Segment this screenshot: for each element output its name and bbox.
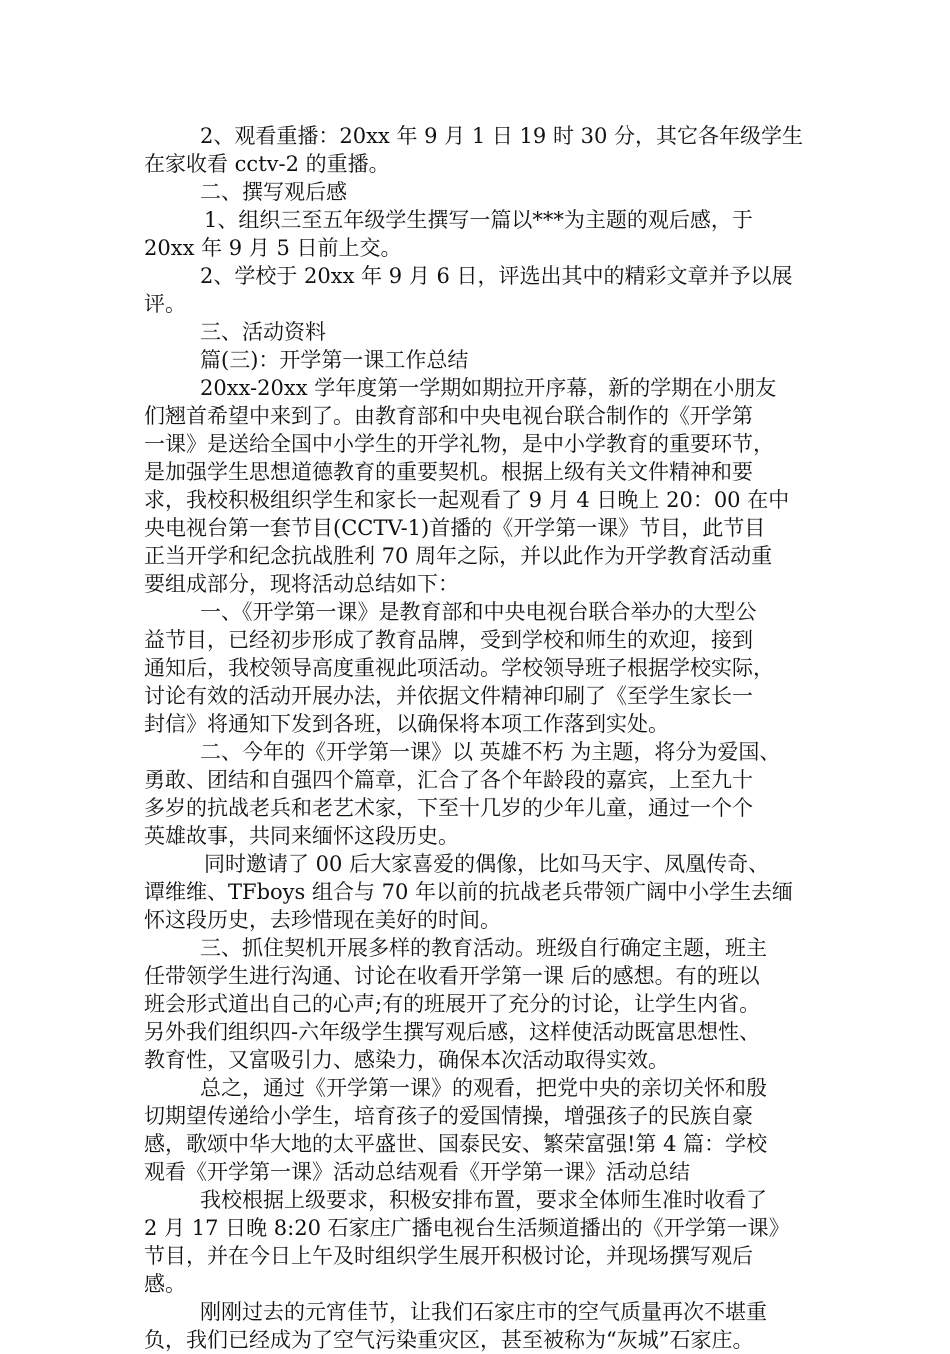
text-line: 通知后，我校领导高度重视此项活动。学校领导班子根据学校实际， [144,656,774,680]
text-line: 评。 [144,292,186,316]
text-line: 感，歌颂中华大地的太平盛世、国泰民安、繁荣富强!第 4 篇：学校 [144,1132,768,1156]
text-line: 20xx 年 9 月 5 日前上交。 [144,236,402,260]
text-line: 班会形式道出自己的心声;有的班展开了充分的讨论，让学生内省。 [144,992,761,1016]
text-line: 同时邀请了 00 后大家喜爱的偶像，比如马天宇、凤凰传奇、 [204,852,770,876]
text-line: 感。 [144,1272,186,1296]
text-line: 总之，通过《开学第一课》的观看，把党中央的亲切关怀和殷 [200,1076,767,1100]
text-line: 封信》将通知下发到各班，以确保将本项工作落到实处。 [144,712,669,736]
text-line: 益节目，已经初步形成了教育品牌，受到学校和师生的欢迎，接到 [144,628,753,652]
text-line: 任带领学生进行沟通、讨论在收看开学第一课 后的感想。有的班以 [144,964,760,988]
text-line: 2、学校于 20xx 年 9 月 6 日，评选出其中的精彩文章并予以展 [200,264,793,288]
text-line: 观看《开学第一课》活动总结观看《开学第一课》活动总结 [144,1160,690,1184]
text-line: 勇敢、团结和自强四个篇章，汇合了各个年龄段的嘉宾，上至九十 [144,768,753,792]
text-line: 切期望传递给小学生，培育孩子的爱国情操，增强孩子的民族自豪 [144,1104,753,1128]
text-line: 正当开学和纪念抗战胜利 70 周年之际，并以此作为开学教育活动重 [144,544,773,568]
text-line: 二、撰写观后感 [200,180,347,204]
text-line: 讨论有效的活动开展办法，并依据文件精神印刷了《至学生家长一 [144,684,753,708]
text-line: 篇(三)：开学第一课工作总结 [200,348,469,372]
text-line: 我校根据上级要求，积极安排布置，要求全体师生准时收看了 [200,1188,767,1212]
text-line: 节目，并在今日上午及时组织学生展开积极讨论，并现场撰写观后 [144,1244,753,1268]
text-line: 多岁的抗战老兵和老艺术家，下至十几岁的少年儿童，通过一个个 [144,796,753,820]
text-line: 一课》是送给全国中小学生的开学礼物，是中小学教育的重要环节， [144,432,774,456]
text-line: 2、观看重播：20xx 年 9 月 1 日 19 时 30 分，其它各年级学生 [200,124,804,148]
text-line: 二、今年的《开学第一课》以 英雄不朽 为主题，将分为爱国、 [200,740,781,764]
text-line: 是加强学生思想道德教育的重要契机。根据上级有关文件精神和要 [144,460,753,484]
text-line: 2 月 17 日晚 8:20 石家庄广播电视台生活频道播出的《开学第一课》 [144,1216,790,1240]
text-line: 英雄故事，共同来缅怀这段历史。 [144,824,459,848]
text-line: 求，我校积极组织学生和家长一起观看了 9 月 4 日晚上 20：00 在中 [144,488,790,512]
text-line: 20xx-20xx 学年度第一学期如期拉开序幕，新的学期在小朋友 [200,376,777,400]
text-line: 们翘首希望中来到了。由教育部和中央电视台联合制作的《开学第 [144,404,753,428]
text-line: 谭维维、TFboys 组合与 70 年以前的抗战老兵带领广阔中小学生去缅 [144,880,794,904]
text-line: 三、活动资料 [200,320,326,344]
text-line: 另外我们组织四-六年级学生撰写观后感，这样使活动既富思想性、 [144,1020,761,1044]
text-line: 教育性，又富吸引力、感染力，确保本次活动取得实效。 [144,1048,669,1072]
text-line: 一、《开学第一课》是教育部和中央电视台联合举办的大型公 [200,600,757,624]
text-line: 要组成部分，现将活动总结如下： [144,572,459,596]
text-line: 刚刚过去的元宵佳节，让我们石家庄市的空气质量再次不堪重 [200,1300,767,1324]
text-line: 在家收看 cctv-2 的重播。 [144,152,390,176]
text-line: 央电视台第一套节目(CCTV-1)首播的《开学第一课》节目，此节目 [144,516,766,540]
text-line: 怀这段历史，去珍惜现在美好的时间。 [144,908,501,932]
text-line: 三、抓住契机开展多样的教育活动。班级自行确定主题，班主 [200,936,767,960]
document-page [144,122,834,1354]
text-line: 负，我们已经成为了空气污染重灾区，甚至被称为“灰城”石家庄。 [144,1328,754,1352]
text-line: 1、组织三至五年级学生撰写一篇以***为主题的观后感，于 [204,208,753,232]
